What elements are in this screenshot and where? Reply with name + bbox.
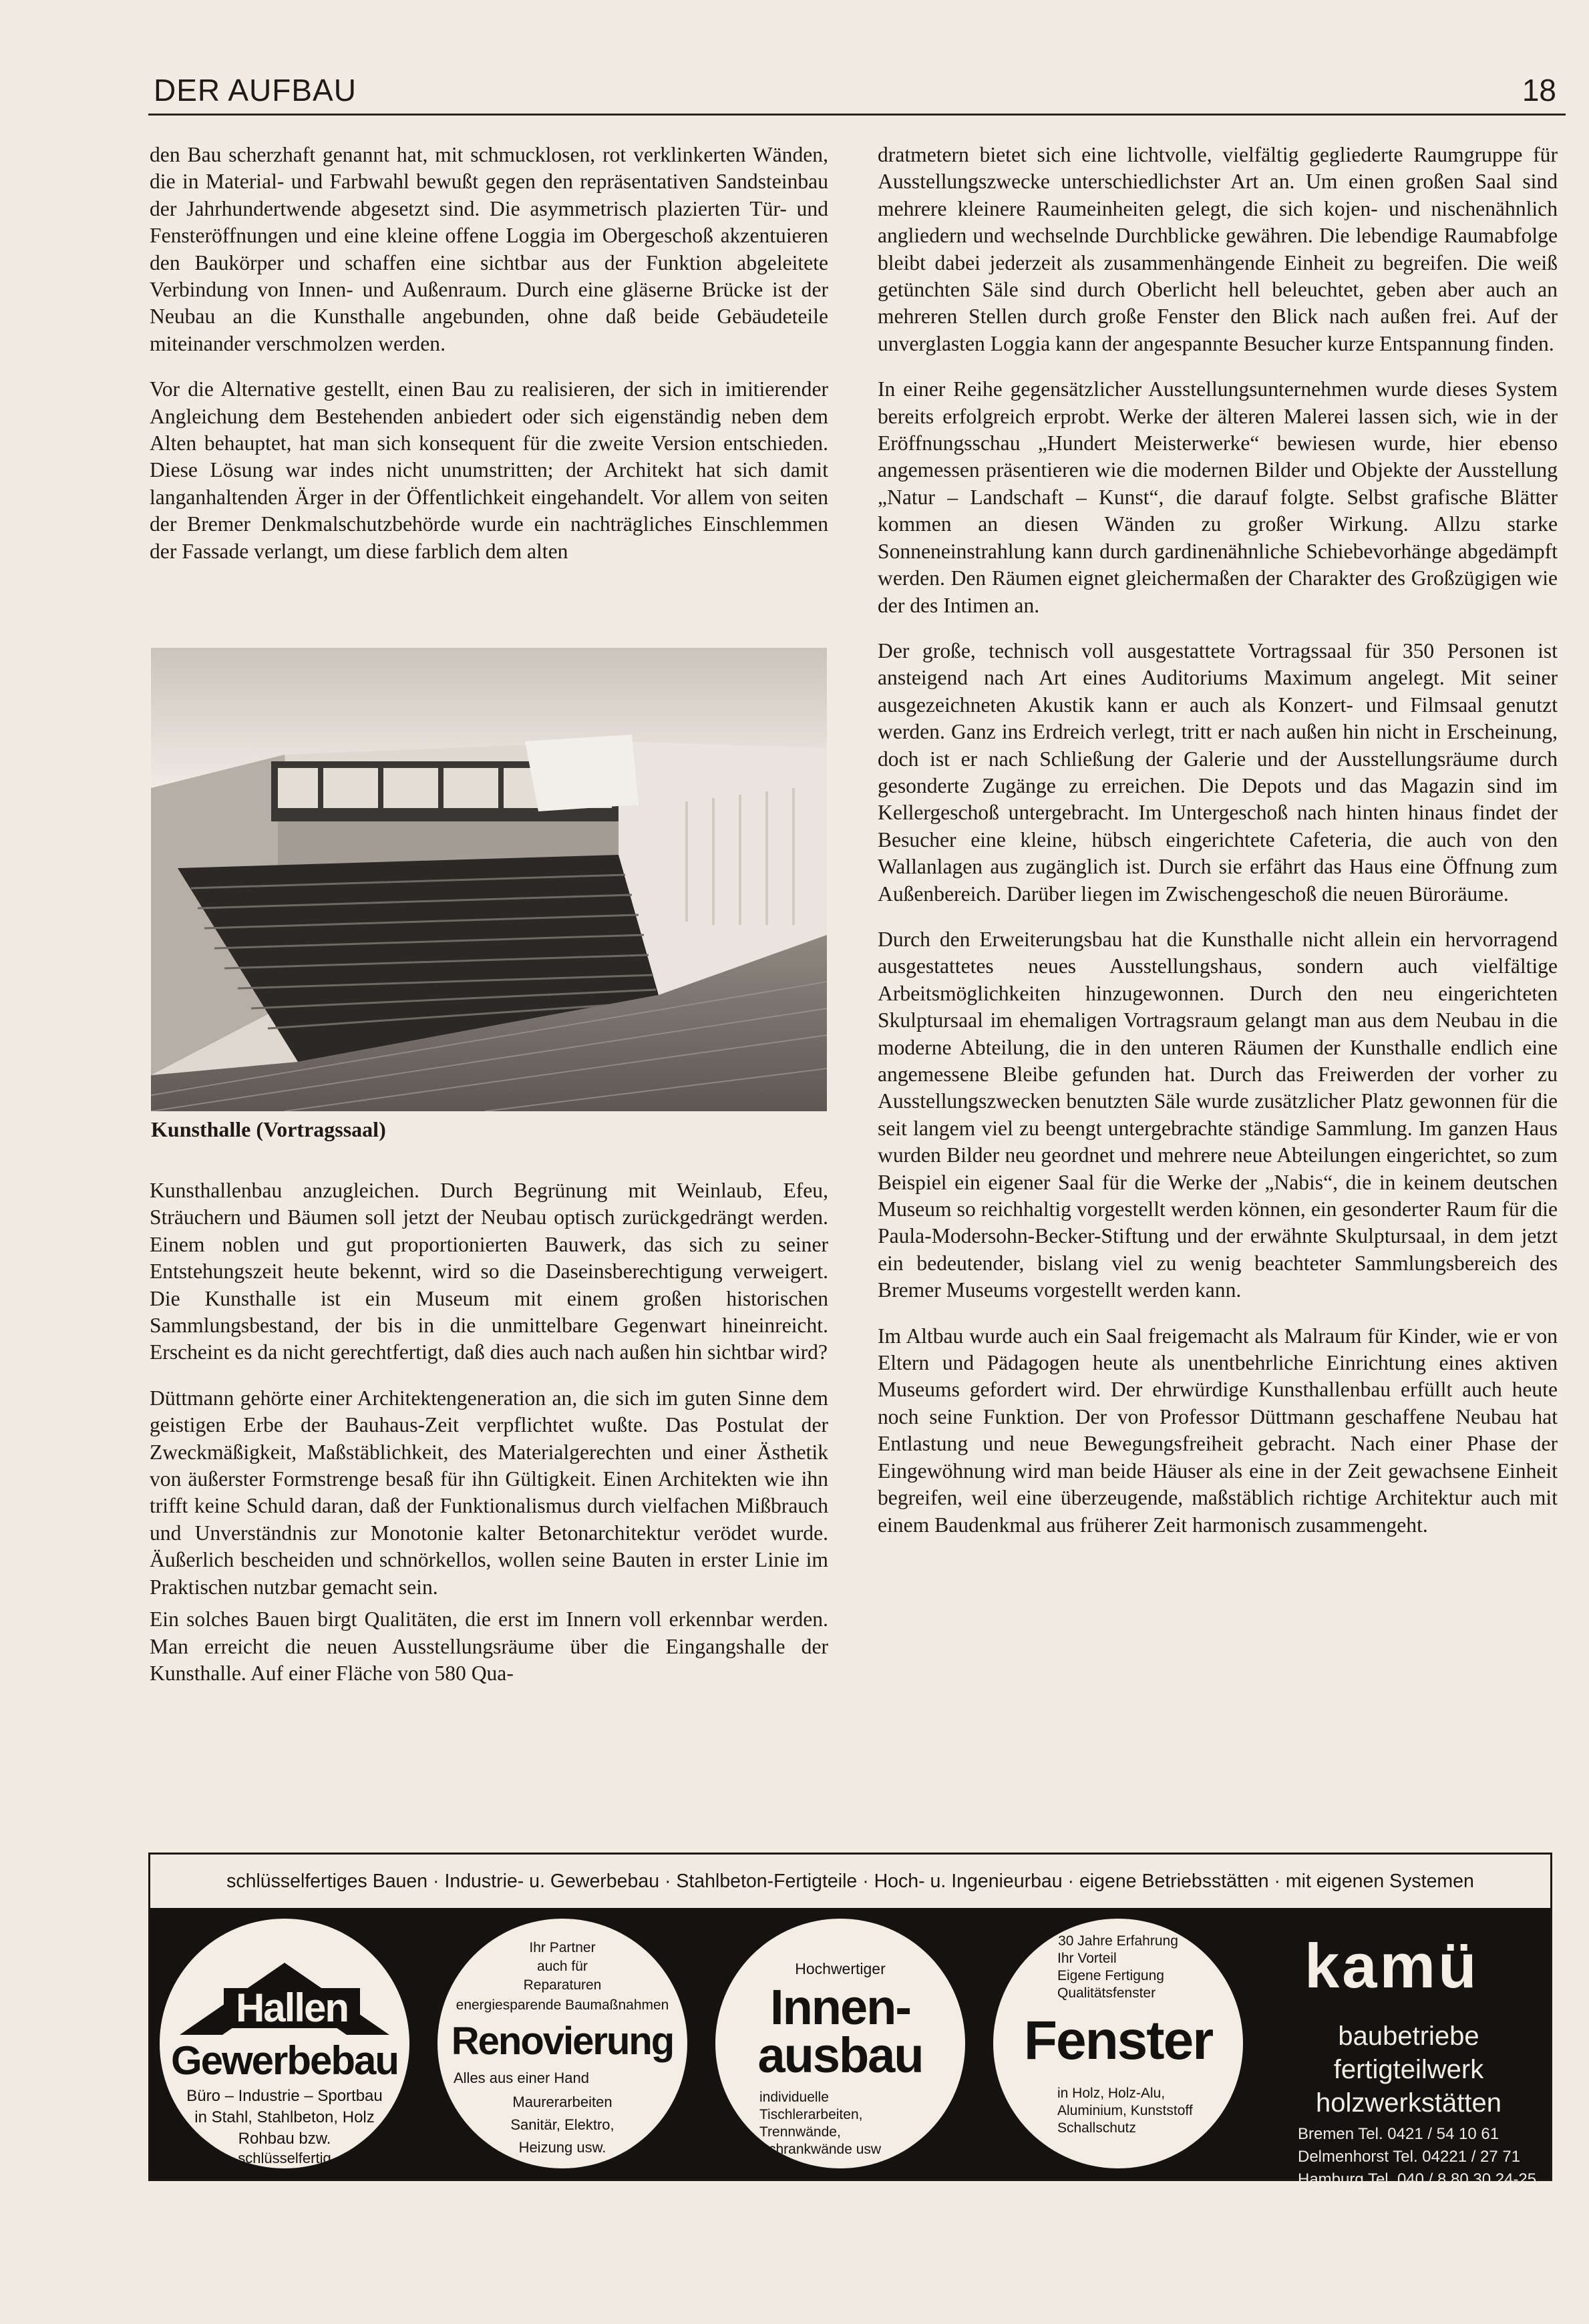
paragraph: Düttmann gehörte einer Architektengeneration an, die sich im guten Sinne dem geistigen Erbe der Bauhaus-Zeit verpflichtet wußte. Das Postulat der Zweckmäßigkeit, Maßstäblichkeit, des Materialgerechten und einer Ästhetik von äußerster Formstrenge besaß für ihn Gültigkeit. Einen Architekten wie ihn trifft keine Schuld daran, daß der Funktionalismus durch vielfachen Mißbrauch und Unverständnis zur Monotonie kalter Betonarchitektur verödet wurde. Äußerlich bescheiden und schnörkellos, wollen seine Bauten in erster Linie im Praktischen nutzbar gemacht sein. [150, 1386, 828, 1599]
paragraph: Der große, technisch voll ausgestattete Vortragssaal für 350 Personen ist ansteigend nach Art eines Auditoriums Maximum angelegt. Mit seiner ausgezeichneten Akustik kann er auch als Konzert- und Filmsaal genutzt werden. Ganz ins Erdreich verlegt, tritt er nach außen hin nicht in Erscheinung, doch ist er nach Schließung der Galerie und der Ausstellungsräume durch gesonderte Zugänge zu erreichen. Die Depots und das Magazin sind im Kellergeschoß untergebracht. Im Untergeschoß nach hinten hinaus findet der Besucher eine kleine, hübsch eingerichtete Cafeteria, die auch von den Wallanlagen aus zugänglich ist. Durch sie erfährt das Haus eine Öffnung zum Außenbereich. Darüber liegen im Zwischengeschoß die neuen Büroräume. [878, 638, 1558, 906]
ad-line: Rohbau bzw. [238, 2130, 331, 2148]
journal-title: DER AUFBAU [154, 73, 357, 108]
ad-line: 30 Jahre Erfahrung [1058, 1933, 1178, 1949]
company-address: Hamburg Tel. 040 / 8 80 30 24-25 [1298, 2170, 1537, 2188]
paragraph: Vor die Alternative gestellt, einen Bau zu realisieren, der sich in imitierender Angleichung dem Bestehenden anbiedert oder sich eigenständig neben dem Alten behauptet, hat man sich konsequent für die zweite Version entschieden. Diese Lösung war indes nicht unumstritten; der Architekt hat sich damit langanhaltenden Ärger in der Öffentlichkeit eingehandelt. Vor allem von seiten der Bremer Denkmalschutzbehörde wurde ein nachträgliches Einschlemmen der Fassade verlangt, um diese farblich dem alten [150, 377, 828, 563]
company-address: Bremen Tel. 0421 / 54 10 61 [1298, 2125, 1499, 2143]
ad-line: in Holz, Holz-Alu, [1057, 2086, 1166, 2101]
ad-line: Eigene Fertigung [1057, 1968, 1164, 1983]
ad-circle-renovierung [437, 1919, 687, 2168]
ad-line: Trennwände, [759, 2124, 841, 2140]
ad-fenster-title: Fenster [1023, 2010, 1213, 2071]
ad-circle-fenster [993, 1919, 1243, 2168]
paragraph: Durch den Erweiterungsbau hat die Kunsthalle nicht allein ein hervorragend ausgestattetes neues Ausstellungshaus, sondern auch vielfältige Arbeitsmöglichkeiten hinzugewonnen. Durch den neu eingerichteten Skulptursaal im ehemaligen Vortragsraum gelangt man aus dem Neubau in die moderne Abteilung, die in den unteren Räumen der Kunsthalle endlich eine angemessene Bleibe gefunden hat. Durch das Freiwerden der vorher zu Ausstellungszwecken benutzten Säle wurde zusätzlicher Platz gewonnen für die seit langem viel zu beengt untergebrachte ständige Sammlung. Im ganzen Haus wurden Bilder neu geordnet und mehrere neue Abteilungen eingerichtet, so zum Beispiel ein eigener Saal für die Werke der „Nabis“, die in keinem deutschen Museum so reichhaltig vorgestellt werden können, ein gesonderter Raum für die Paula-Modersohn-Becker-Stiftung und der erwähnte Skulptursaal, in dem jetzt ein bedeutender, bislang viel zu wenig beachteter Sammlungsbereich des Bremer Museums vorgestellt werden kann. [878, 927, 1558, 1302]
company-line: fertigteilwerk [1333, 2055, 1484, 2084]
auditorium-photo [151, 648, 827, 1111]
ad-line: Heizung usw. [518, 2139, 606, 2156]
ad-line: individuelle [759, 2090, 829, 2105]
ad-ausbau-title: ausbau [757, 2027, 923, 2083]
company-address: Delmenhorst Tel. 04221 / 27 71 [1298, 2148, 1521, 2166]
company-logo: kamü [1304, 1931, 1479, 2001]
ad-circle-hallen [160, 1919, 409, 2168]
auditorium-illustration [151, 648, 827, 1111]
ad-band [150, 1908, 1550, 2188]
ad-gewerbebau-title: Gewerbebau [170, 2038, 399, 2083]
ad-line: Reparaturen [523, 1977, 602, 1993]
paragraph: Ein solches Bauen birgt Qualitäten, die erst im Innern voll erkennbar werden. Man erreicht die neuen Ausstellungsräume über die Eingangshalle der Kunsthalle. Auf einer Fläche von 580 Qua- [150, 1607, 828, 1685]
ad-circle-innenausbau [715, 1919, 965, 2168]
ad-tagline: schlüsselfertiges Bauen · Industrie- u. Gewerbebau · Stahlbeton-Fertigteile · Hoch- u. Ingenieurbau · eigene Betriebsstätten · mit eigenen Systemen [226, 1871, 1474, 1892]
ad-line: in Stahl, Stahlbeton, Holz [194, 2108, 375, 2126]
advertisement [148, 1853, 1552, 2188]
ad-line: Alles aus einer Hand [454, 2070, 590, 2086]
ad-line: Aluminium, Kunststoff [1057, 2103, 1193, 2118]
ad-line: auch für [537, 1959, 588, 1974]
ad-line: Hochwertiger [795, 1960, 886, 1977]
ad-line: Schallschutz [1057, 2120, 1136, 2136]
paragraph: Kunsthallenbau anzugleichen. Durch Begrünung mit Weinlaub, Efeu, Sträuchern und Bäumen soll jetzt der Neubau optisch zurückgedrängt werden. Einem noblen und gut proportionierten Bauwerk, das sich zu seiner Entstehungszeit heute bekennt, wird so die Daseinsberechtigung verweigert. Die Kunsthalle ist ein Museum mit einem großen historischen Sammlungsbestand, der bis in die unmittelbare Gegenwart hineinreicht. Erscheint es da nicht gerechtfertigt, daß dies auch nach außen hin sichtbar wird? [150, 1179, 828, 1364]
ad-line: Sanitär, Elektro, [510, 2116, 614, 2133]
right-column [878, 142, 1558, 1557]
company-line: holzwerkstätten [1316, 2088, 1502, 2118]
paragraph: Im Altbau wurde auch ein Saal freigemacht als Malraum für Kinder, wie er von Eltern und Pädagogen heute als unentbehrliche Einrichtung eines aktiven Museums gefordert wird. Der ehrwürdige Kunsthallenbau erfüllt auch heute noch seine Funktion. Der von Professor Düttmann geschaffene Neubau hat Entlastung und neue Bewegungsfreiheit gebracht. Nach einer Phase der Eingewöhnung wird man beide Häuser als eine in der Zeit gewachsene Einheit begreifen, weil eine überzeugende, maßstäblich richtige Architektur auch mit einem Baudenkmal aus früherer Zeit harmonisch zusammengeht. [878, 1324, 1558, 1537]
ad-line: Qualitätsfenster [1057, 1985, 1156, 2001]
ad-renovierung-title: Renovierung [451, 2019, 674, 2063]
ad-hallen-title: Hallen [224, 1988, 360, 2028]
ad-line: Schrankwände usw [759, 2142, 882, 2157]
left-column-lower [150, 1177, 828, 1706]
ad-line: Maurerarbeiten [512, 2094, 612, 2110]
ad-line: energiesparende Baumaßnahmen [456, 1997, 669, 2013]
running-header [148, 72, 1566, 116]
ad-line: Ihr Vorteil [1057, 1951, 1117, 1966]
ad-line: schlüsselfertig [238, 2150, 331, 2166]
page-number: 18 [1522, 73, 1556, 108]
paragraph: In einer Reihe gegensätzlicher Ausstellungsunternehmen wurde dieses System bereits erfolgreich erprobt. Werke der älteren Malerei lassen sich, wie in der Eröffnungsschau „Hundert Meisterwerke“ bewiesen wurde, hier ebenso angemessen präsentieren wie die modernen Bilder und Objekte der Ausstellung „Natur – Landschaft – Kunst“, die darauf folgte. Selbst grafische Blätter kommen an diesen Wänden zu großer Wirkung. Allzu starke Sonneneinstrahlung kann durch gardinenähnliche Schiebevorhänge abgedämpft werden. Den Räumen eignet gleichermaßen der Charakter des Großzügigen wie der des Intimen an. [878, 377, 1558, 617]
ad-company-block [1267, 1908, 1550, 2188]
company-line: baubetriebe [1338, 2021, 1479, 2051]
ad-innen-title: Innen- [770, 1979, 910, 2035]
paragraph: dratmetern bietet sich eine lichtvolle, vielfältig gegliederte Raumgruppe für Ausstellungszwecke unterschiedlichster Art an. Um einen großen Saal sind mehrere kleinere Raumeinheiten gelegt, die sich kojen- und nischenähnlich angliedern und wechselnde Durchblicke gewähren. Die lebendige Raumabfolge bleibt dabei jederzeit als zusammenhängende Einheit zu begreifen. Die weiß getünchten Säle sind durch Oberlicht hell beleuchtet, geben aber auch an mehreren Stellen durch große Fenster den Blick nach außen frei. Auf der unverglasten Loggia kann der angespannte Besucher kurze Entspannung finden. [878, 143, 1558, 355]
left-column-upper [150, 142, 828, 584]
ad-line: Büro – Industrie – Sportbau [186, 2087, 383, 2105]
paragraph: den Bau scherzhaft genannt hat, mit schmucklosen, rot verklinkerten Wänden, die in Material- und Farbwahl bewußt gegen den repräsentativen Sandsteinbau der Jahrhundertwende abgesetzt sind. Die asymmetrisch plazierten Tür- und Fensteröffnungen und eine kleine offene Loggia im Obergeschoß akzentuieren den Baukörper und schaffen eine sichtbar aus der Funktion abgeleitete Verbindung von Innen- und Außenraum. Durch eine gläserne Brücke ist der Neubau an die Kunsthalle angebunden, ohne daß beide Gebäudeteile miteinander verschmolzen werden. [150, 143, 828, 355]
photo-caption: Kunsthalle (Vortragssaal) [151, 1117, 386, 1141]
ad-line: Ihr Partner [529, 1940, 596, 1955]
ad-line: Tischlerarbeiten, [759, 2107, 863, 2122]
